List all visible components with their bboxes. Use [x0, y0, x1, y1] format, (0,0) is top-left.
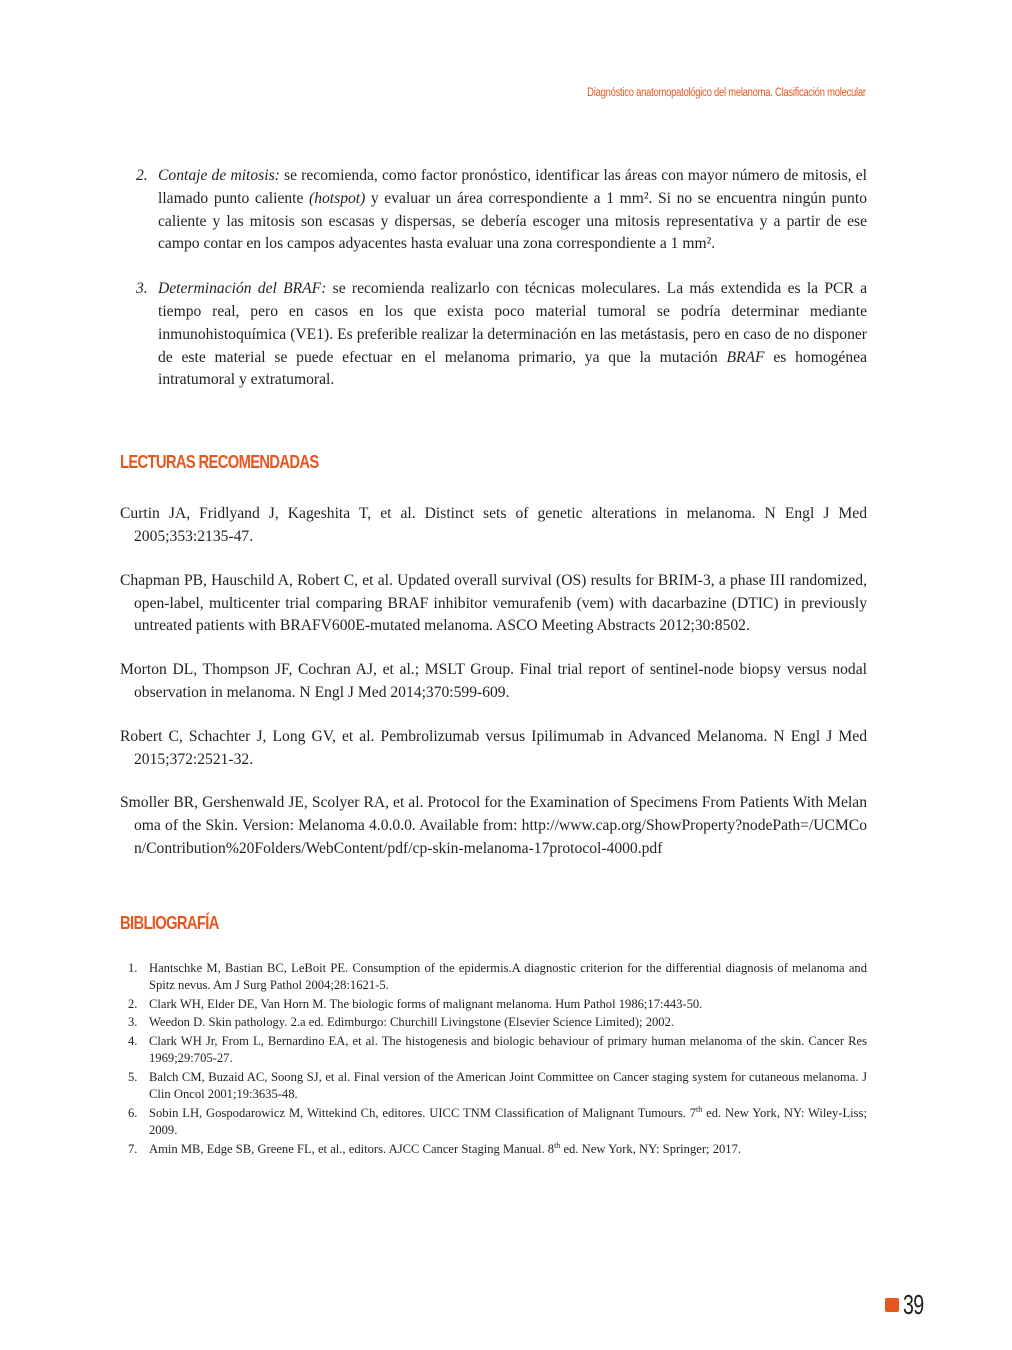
bib-number: 7. [128, 1141, 138, 1156]
bib-text: Hantschke M, Bastian BC, LeBoit PE. Consumption of the epidermis.A diagnostic criterion for the differential diagnosis of melanoma and Spitz nevus. Am J Surg Pathol 2004;28:1621-5. [149, 960, 867, 992]
bib-superscript: th [554, 1140, 561, 1150]
item-text: es homogénea intratumoral y extratumoral. [158, 348, 867, 389]
item-term: Contaje de mitosis: [158, 167, 280, 184]
bibliography-item [120, 960, 867, 994]
page-marker [885, 1289, 932, 1321]
section-heading-lecturas: LECTURAS RECOMENDADAS [120, 452, 319, 473]
numbered-item [120, 278, 867, 392]
reading-reference: Chapman PB, Hauschild A, Robert C, et al. Updated overall survival (OS) results for BRIM-3, a phase III randomized, open-label, multicenter trial comparing BRAF inhibitor vemurafenib (vem) with dacarbazine (DTIC) in previously untreated patients with BRAFV600E-mutated melanoma. ASCO Meeting Abstracts 2012;30:8502. [120, 571, 867, 635]
bib-text: Clark WH, Elder DE, Van Horn M. The biologic forms of malignant melanoma. Hum Pathol 1986;17:443-50. [149, 996, 703, 1011]
item-number: 3. [136, 280, 148, 298]
item-text: y evaluar un área correspondiente a 1 mm². Si no se encuentra ningún punto caliente y las mitosis son escasas y dispersas, se debería escoger una mitosis representativa y a partir de ese campo contar en los campos adyacentes hasta evaluar una zona correspondiente a 1 mm². [158, 189, 867, 253]
bibliography-item [120, 1069, 867, 1103]
bib-text: Amin MB, Edge SB, Greene FL, et al., editors. AJCC Cancer Staging Manual. 8 [149, 1141, 555, 1156]
bib-superscript: th [696, 1104, 703, 1114]
bibliography-item [120, 1014, 867, 1031]
bib-number: 2. [128, 996, 138, 1011]
bib-number: 1. [128, 960, 138, 975]
running-header: Diagnóstico anatomopatológico del melanoma. Clasificación molecular [587, 87, 866, 99]
bib-text: Weedon D. Skin pathology. 2.a ed. Edimburgo: Churchill Livingstone (Elsevier Science Limited); 2002. [149, 1015, 675, 1030]
bib-text: Balch CM, Buzaid AC, Soong SJ, et al. Final version of the American Joint Committee on Cancer staging system for cutaneous melanoma. J Clin Oncol 2001;19:3635-48. [149, 1069, 867, 1102]
reading-reference: Curtin JA, Fridlyand J, Kageshita T, et al. Distinct sets of genetic alterations in melanoma. N Engl J Med 2005;353:2135-47. [120, 505, 867, 545]
bibliography-item [120, 1141, 867, 1158]
bib-text: Sobin LH, Gospodarowicz M, Wittekind Ch, editores. UICC TNM Classification of Malignant Tumours. 7 [149, 1105, 697, 1120]
bib-number: 3. [128, 1015, 138, 1030]
reading-reference: Morton DL, Thompson JF, Cochran AJ, et al.; MSLT Group. Final trial report of sentinel-node biopsy versus nodal observation in melanoma. N Engl J Med 2014;370:599-609. [120, 661, 867, 701]
bib-number: 5. [128, 1069, 138, 1084]
item-emphasis: (hotspot) [309, 189, 366, 207]
item-emphasis: BRAF [726, 348, 765, 366]
item-text: se recomienda, como factor pronóstico, identificar las áreas con mayor número de mitosis, el llamado punto caliente [158, 167, 868, 207]
bib-text: ed. New York, NY: Wiley-Liss; 2009. [149, 1105, 867, 1138]
page-square-icon [885, 1298, 899, 1312]
page-number: 39 [902, 1289, 924, 1320]
bib-number: 4. [128, 1034, 138, 1049]
item-term: Determinación del BRAF: [158, 280, 327, 298]
item-number: 2. [136, 167, 148, 184]
bib-number: 6. [128, 1105, 138, 1120]
reading-reference: Robert C, Schachter J, Long GV, et al. Pembrolizumab versus Ipilimumab in Advanced Melanoma. N Engl J Med 2015;372:2521-32. [120, 727, 867, 768]
bib-text: ed. New York, NY: Springer; 2017. [560, 1141, 742, 1156]
item-text: se recomienda realizarlo con técnicas moleculares. La más extendida es la PCR a tiempo real, pero en casos en los que exista poco material tumoral se podría determinar mediante inmunohistoquímica (VE1). Es preferible realizar la determinación en las metástasis, pero en caso de no disponer de este material se puede efectuar en el melanoma primario, ya que la mutación [158, 280, 867, 366]
bibliography-item [120, 1033, 867, 1067]
bibliography-item [120, 1105, 867, 1139]
bib-text: Clark WH Jr, From L, Bernardino EA, et al. The histogenesis and biologic behaviour of primary human melanoma of the skin. Cancer Res 1969;29:705-27. [149, 1034, 867, 1066]
numbered-item [120, 165, 867, 256]
section-heading-bibliografia: BIBLIOGRAFÍA [120, 912, 219, 933]
reading-reference: Smoller BR, Gershenwald JE, Scolyer RA, et al. Protocol for the Examination of Specimens From Patients With Melanoma of the Skin. Version: Melanoma 4.0.0.0. Available from: http://www.cap.org/ShowProperty?nodePath=/UCMCon/Contribution%20Folders/WebContent/pdf/cp-skin-melanoma-17protocol-4000.pdf [120, 794, 867, 857]
page-content [120, 165, 867, 1159]
bibliography-list [120, 960, 867, 1158]
bibliography-item [120, 996, 867, 1013]
